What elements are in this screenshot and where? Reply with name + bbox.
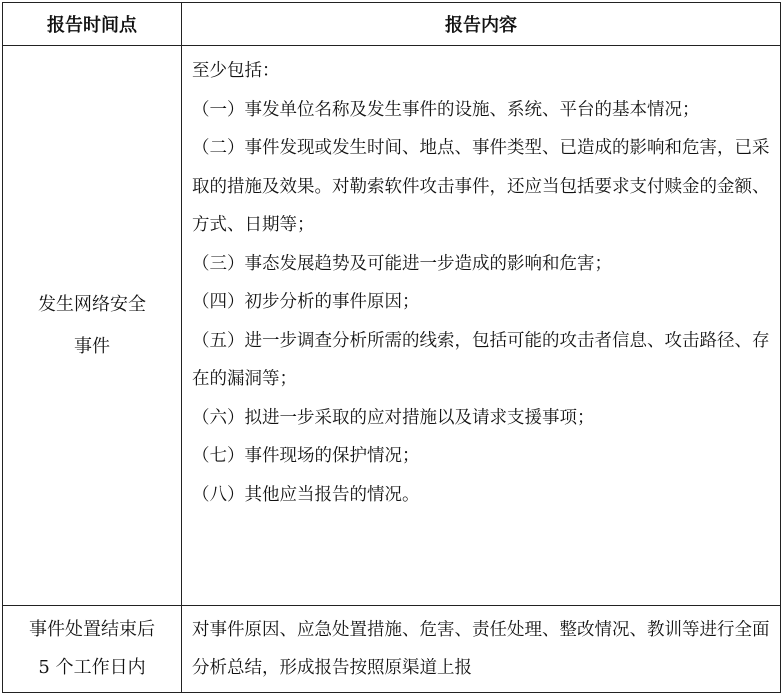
content-paragraph: （六）拟进一步采取的应对措施以及请求支援事项； [192,407,595,428]
report-time-line: 5 个工作日内 [38,657,146,678]
content-paragraph: （一）事发单位名称及发生事件的设施、系统、平台的基本情况； [192,99,700,120]
report-time-line: 事件 [74,335,110,357]
content-paragraph: （四）初步分析的事件原因； [192,292,420,312]
content-paragraph: 至少包括： [192,61,280,81]
table-row [3,46,781,606]
report-content-cell [182,606,781,693]
content-paragraph: （二）事件发现或发生时间、地点、事件类型、已造成的影响和危害，已采取的措施及效果。对勒索软件攻击事件，还应当包括要求支付赎金的金额、方式、日期等； [192,138,770,235]
report-table [2,2,781,693]
header-report-time: 报告时间点 [3,3,182,46]
report-time-line: 事件处置结束后 [29,619,155,640]
header-row [3,3,781,46]
content-paragraph: （七）事件现场的保护情况； [192,446,420,466]
content-paragraph: 对事件原因、应急处置措施、危害、责任处理、整改情况、教训等进行全面分析总结，形成报告按照原渠道上报 [192,619,770,678]
table-row [3,606,781,693]
content-paragraph: （八）其他应当报告的情况。 [192,484,420,505]
header-report-content: 报告内容 [182,3,781,46]
report-time-line: 发生网络安全 [38,293,146,315]
report-time-cell [3,606,182,693]
report-time-cell [3,46,182,606]
content-paragraph: （三）事态发展趋势及可能进一步造成的影响和危害； [192,253,612,274]
report-content-cell [182,46,781,606]
content-paragraph: （五）进一步调查分析所需的线索，包括可能的攻击者信息、攻击路径、存在的漏洞等； [192,330,770,389]
